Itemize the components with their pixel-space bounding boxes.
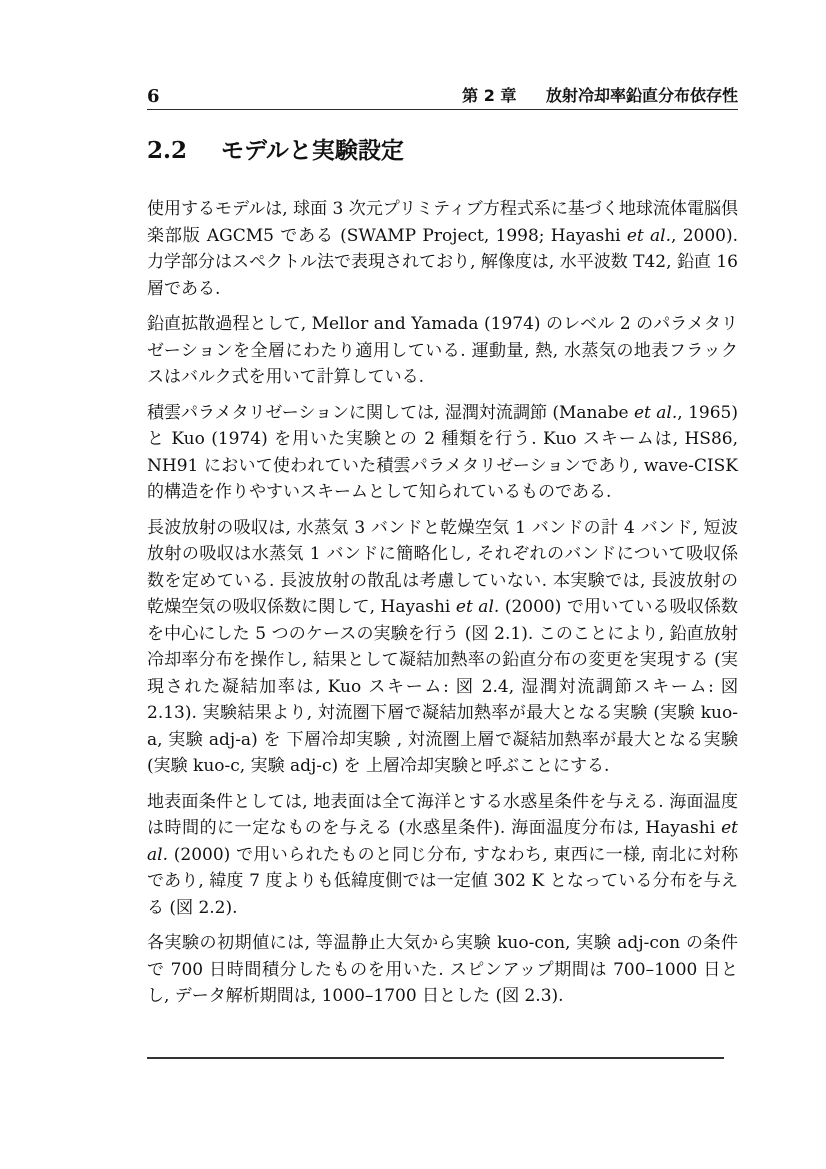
section-title: モデルと実験設定 bbox=[221, 138, 404, 164]
chapter-title: 放射冷却率鉛直分布依存性 bbox=[545, 86, 738, 105]
paragraph-initial-conditions: 各実験の初期値には, 等温静止大気から実験 kuo-con, 実験 adj-con の条件で 700 日時間積分したものを用いた. スピンアップ期間は 700–1000 日とし, データ解析期間は, 1000–1700 日とした (図 2.3). bbox=[147, 933, 738, 1006]
paragraph-vertical-diffusion: 鉛直拡散過程として, Mellor and Yamada (1974) のレベル 2 のパラメタリゼーションを全層にわたり適用している. 運動量, 熱, 水蒸気の地表フラックスはバルク式を用いて計算している. bbox=[147, 314, 738, 387]
running-head bbox=[462, 88, 738, 104]
section-heading bbox=[147, 138, 404, 164]
paragraph-surface-conditions: 地表面条件としては, 地表面は全て海洋とする水惑星条件を与える. 海面温度は時間的に一定なものを与える (水惑星条件). 海面温度分布は, Hayashi et al. (2000) で用いられたものと同じ分布, すなわち, 東西に一様, 南北に対称であり, 緯度 7 度よりも低緯度側では一定値 302 K となっている分布を与える (図 2.2). bbox=[147, 791, 738, 918]
header-rule bbox=[147, 109, 738, 110]
paragraph-radiation-experiments: 長波放射の吸収は, 水蒸気 3 バンドと乾燥空気 1 バンドの計 4 バンド, 短波放射の吸収は水蒸気 1 バンドに簡略化し, それぞれのバンドについて吸収係数を定めている. 長波放射の散乱は考慮していない. 本実験では, 長波放射の乾燥空気の吸収係数に関して, Hayashi et al. (2000) で用いている吸収係数を中心にした 5 つのケースの実験を行う (図 2.1). このことにより, 鉛直放射冷却率分布を操作し, 結果として凝結加熱率の鉛直分布の変更を実現する (実現された凝結加率は, Kuo スキーム: 図 2.4, 湿潤対流調節スキーム: 図 2.13). 実験結果より, 対流圏下層で凝結加熱率が最大となる実験 (実験 kuo-a, 実験 adj-a) を 下層冷却実験 , 対流圏上層で凝結加熱率が最大となる実験 (実験 kuo-c, 実験 adj-c) を 上層冷却実験と呼ぶことにする. bbox=[147, 517, 738, 776]
body-text bbox=[147, 196, 738, 1019]
paragraph-cumulus-parameterization: 積雲パラメタリゼーションに関しては, 湿潤対流調節 (Manabe et al., 1965) と Kuo (1974) を用いた実験との 2 種類を行う. Kuo スキームは, HS86, NH91 において使われていた積雲パラメタリゼーションであり, wave-CISK 的構造を作りやすいスキームとして知られているものである. bbox=[147, 402, 738, 502]
section-number: 2.2 bbox=[147, 137, 188, 164]
chapter-label: 第 2 章 bbox=[462, 86, 517, 105]
page-number: 6 bbox=[147, 86, 160, 107]
footnote-rule bbox=[147, 1057, 724, 1059]
paragraph-model-description: 使用するモデルは, 球面 3 次元プリミティブ方程式系に基づく地球流体電脳倶楽部版 AGCM5 である (SWAMP Project, 1998; Hayashi et al., 2000). 力学部分はスペクトル法で表現されており, 解像度は, 水平波数 T42, 鉛直 16 層である. bbox=[147, 199, 738, 299]
